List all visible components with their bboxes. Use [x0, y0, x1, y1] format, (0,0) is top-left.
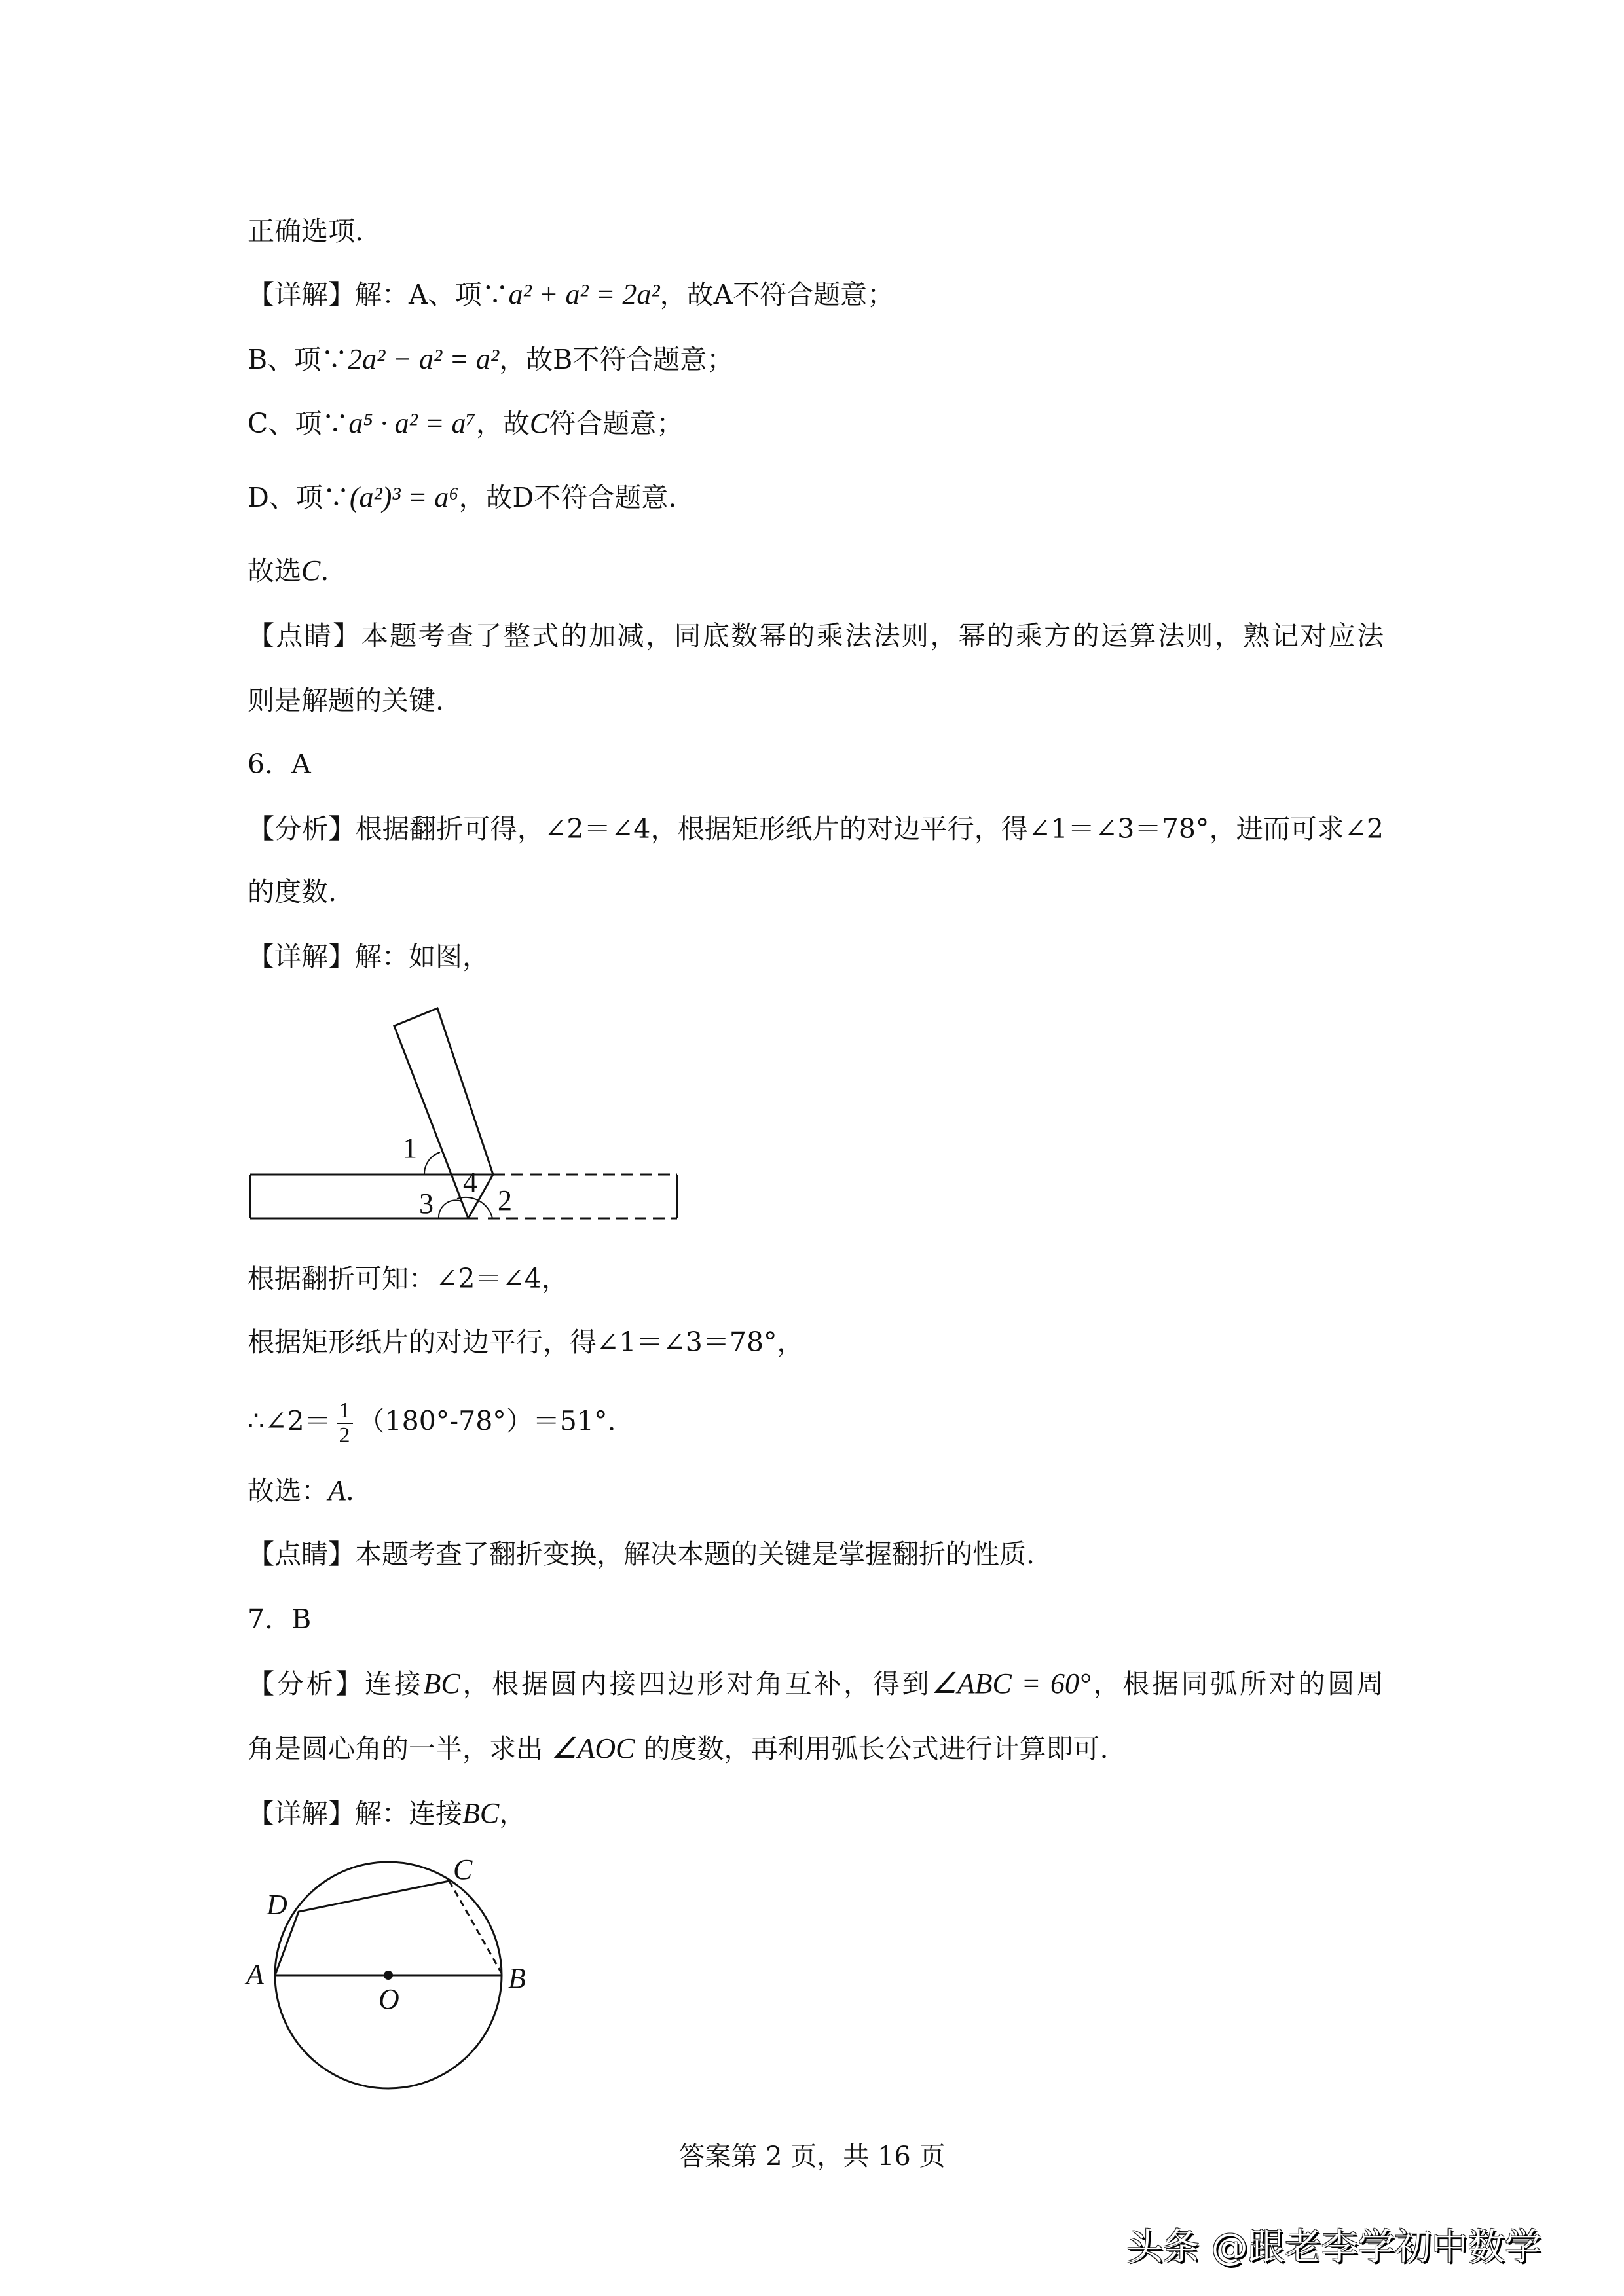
label-2: 2	[498, 1184, 512, 1216]
math-expression: BC	[462, 1797, 500, 1829]
text-segment: 6．A	[248, 748, 311, 780]
text-line	[248, 1399, 616, 1448]
text-segment: 符合题意；	[549, 408, 684, 439]
text-segment: 的度数，再利用弧长公式进行计算即可.	[635, 1733, 1109, 1764]
text-line	[248, 479, 676, 516]
folded-strip	[394, 1008, 493, 1218]
chord-bc-dashed	[449, 1881, 502, 1973]
angle1-arc	[424, 1152, 440, 1175]
circle-figure	[236, 1846, 550, 2108]
text-segment: 的度数.	[248, 876, 337, 907]
text-line	[248, 682, 444, 719]
text-line	[248, 811, 1384, 847]
text-line	[248, 1795, 526, 1832]
label-d: D	[267, 1889, 287, 1921]
text-segment: 【详解】解：A、项∵	[248, 279, 509, 310]
math-expression: 2a² − a² = a²	[348, 343, 500, 375]
text-segment: 【详解】解：连接	[248, 1798, 462, 1829]
math-expression: a² + a² = 2a²	[508, 278, 660, 310]
label-3: 3	[419, 1188, 434, 1220]
watermark: 头条 @跟老李学初中数学	[1126, 2226, 1541, 2269]
text-line	[248, 746, 311, 782]
text-line	[248, 1666, 1384, 1702]
label-o: O	[378, 1983, 399, 2015]
text-segment: ，	[499, 1798, 526, 1829]
label-4: 4	[463, 1166, 477, 1198]
text-line	[248, 938, 489, 975]
math-expression: ∠AOC	[551, 1732, 635, 1764]
text-segment: ，故D不符合题意.	[458, 482, 677, 513]
text-segment: 【点睛】本题考查了整式的加减，同底数幂的乘法法则，幂的乘方的运算法则，熟记对应法	[248, 620, 1384, 651]
text-line	[248, 1536, 1035, 1573]
text-line	[248, 213, 363, 249]
text-segment: 7．B	[248, 1603, 312, 1635]
text-segment: B、项∵	[248, 344, 348, 375]
text-segment: 故选：	[248, 1475, 328, 1506]
text-segment: 【点睛】本题考查了翻折变换，解决本题的关键是掌握翻折的性质.	[248, 1539, 1035, 1570]
text-segment: 则是解题的关键.	[248, 685, 445, 716]
denominator: 2	[339, 1423, 350, 1448]
label-a: A	[246, 1958, 264, 1990]
math-expression: A	[328, 1474, 346, 1506]
text-line	[248, 617, 1384, 654]
text-segment: 【分析】根据翻折可得，∠2＝∠4，根据矩形纸片的对边平行，得∠1＝∠3＝78°，进而可求∠2	[248, 813, 1384, 845]
label-b: B	[508, 1962, 526, 1994]
fraction	[337, 1399, 353, 1448]
text-segment: 角是圆心角的一半，求出	[248, 1733, 552, 1764]
numerator: 1	[337, 1399, 353, 1424]
text-segment: ，根据圆内接四边形对角互补，得到	[460, 1668, 932, 1700]
math-expression: a⁵ · a² = a⁷	[348, 407, 476, 439]
text-segment: .	[320, 555, 329, 587]
fold-figure	[236, 995, 707, 1231]
text-line	[248, 1260, 568, 1297]
text-line	[248, 553, 329, 589]
text-segment: ，故	[475, 408, 530, 439]
text-segment: 故选	[248, 555, 301, 587]
math-expression: C	[529, 407, 549, 439]
text-segment: 【详解】解：如图，	[248, 941, 489, 972]
text-segment: （180°-78°）＝51°.	[358, 1405, 616, 1437]
text-segment: 根据翻折可知：∠2＝∠4，	[248, 1263, 568, 1294]
label-c: C	[453, 1853, 473, 1886]
text-line	[248, 341, 733, 378]
text-segment: ，根据同弧所对的圆周	[1090, 1668, 1384, 1700]
center-point	[384, 1971, 393, 1980]
angle3-arc	[439, 1200, 462, 1218]
math-expression: ∠ABC = 60°	[931, 1667, 1091, 1700]
text-line	[248, 1730, 1109, 1767]
text-line	[248, 1324, 804, 1360]
text-segment: ，故A不符合题意；	[659, 279, 895, 310]
math-expression: BC	[423, 1667, 460, 1700]
text-line	[248, 276, 894, 313]
text-segment: 根据矩形纸片的对边平行，得∠1＝∠3＝78°，	[248, 1326, 804, 1358]
text-line	[248, 873, 337, 910]
text-line	[248, 405, 683, 442]
text-line	[248, 1472, 354, 1509]
text-segment: D、项∵	[248, 482, 350, 513]
text-segment: 正确选项.	[248, 215, 364, 247]
text-segment: .	[345, 1475, 354, 1506]
page-footer: 答案第 2 页，共 16 页	[678, 2141, 946, 2172]
text-line	[248, 1601, 311, 1637]
math-expression: (a²)³ = a⁶	[349, 481, 459, 513]
chords-adc	[275, 1881, 449, 1975]
label-1: 1	[403, 1132, 417, 1164]
text-segment: ∴∠2＝	[248, 1405, 331, 1437]
text-segment: ，故B不符合题意；	[499, 344, 734, 375]
text-segment: 【分析】连接	[248, 1668, 424, 1700]
math-expression: C	[301, 555, 321, 587]
text-segment: C、项∵	[248, 408, 349, 439]
